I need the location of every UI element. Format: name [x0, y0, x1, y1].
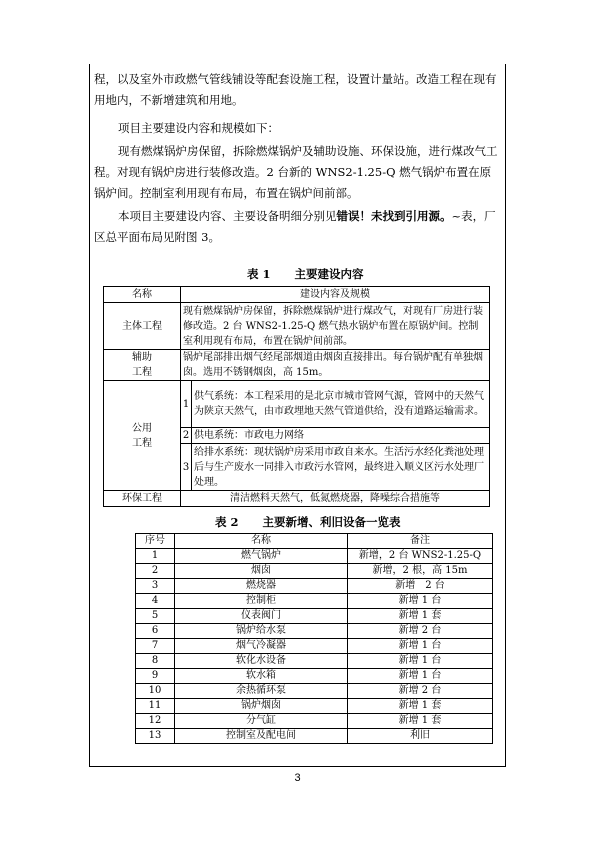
row-number: 12 [136, 714, 175, 729]
env-project-content: 清洁燃料天然气，低氮燃烧器，降噪综合措施等 [181, 491, 490, 507]
equipment-remark: 利旧 [348, 729, 493, 744]
table1-caption-no: 表 1 [247, 267, 271, 281]
header-content: 建设内容及规模 [181, 287, 490, 303]
equipment-name: 控制柜 [175, 594, 348, 609]
equipment-remark: 新增 1 台 [348, 654, 493, 669]
aux-project-content: 锅炉尾部排出烟气经尾部烟道由烟囱直接排出。每台锅炉配有单独烟囱。选用不锈钢烟囱，高 15m。 [181, 350, 490, 381]
table-row [136, 684, 493, 699]
column-header: 序号 [136, 534, 175, 549]
table-row [136, 549, 493, 564]
table-row [104, 350, 490, 381]
public-item-content: 供气系统：本工程采用的是北京市城市管网气源，管网中的天然气为陕京天然气，由市政埋地天然气管道供给，没有道路运输需求。 [192, 381, 490, 428]
table-header-row [104, 287, 490, 303]
row-number: 8 [136, 654, 175, 669]
public-item-no: 2 [181, 428, 192, 444]
equipment-remark: 新增 1 台 [348, 669, 493, 684]
table-row [136, 654, 493, 669]
public-item-content: 给排水系统：现状锅炉房采用市政自来水。生活污水经化粪池处理后与生产废水一同排入市政污水管网，最终进入顺义区污水处理厂处理。 [192, 444, 490, 491]
construction-table [103, 286, 490, 507]
equipment-remark: 新增 2 台 [348, 579, 493, 594]
aux-project-name [104, 350, 181, 381]
main-project-name: 主体工程 [104, 303, 181, 350]
row-number: 6 [136, 624, 175, 639]
row-number: 5 [136, 609, 175, 624]
equipment-remark: 新增 2 台 [348, 684, 493, 699]
row-number: 1 [136, 549, 175, 564]
paragraph-2: 项目主要建设内容和规模如下： [118, 121, 279, 135]
equipment-name: 烟囱 [175, 564, 348, 579]
table-row [136, 564, 493, 579]
public-item-no: 1 [181, 381, 192, 428]
column-header: 备注 [348, 534, 493, 549]
table-header-row [136, 534, 493, 549]
paragraph-3: 现有燃煤锅炉房保留，拆除燃煤锅炉及辅助设施、环保设施，进行煤改气工程。对现有锅炉房进行装修改造。2 台新的 WNS2-1.25-Q 燃气锅炉布置在原锅炉间。控制室利用现有布局，布置在锅炉间前部。 [94, 144, 498, 200]
row-number: 2 [136, 564, 175, 579]
table-row [104, 381, 490, 428]
table-row [104, 303, 490, 350]
table2-caption-no: 表 2 [215, 515, 239, 529]
table1-caption [247, 266, 364, 282]
table-row [136, 729, 493, 744]
public-item-content: 供电系统：市政电力网络 [192, 428, 490, 444]
equipment-name: 锅炉给水泵 [175, 624, 348, 639]
equipment-remark: 新增 1 套 [348, 609, 493, 624]
equipment-remark: 新增 1 套 [348, 714, 493, 729]
table2-caption-title: 主要新增、利旧设备一览表 [262, 515, 401, 529]
row-number: 11 [136, 699, 175, 714]
table1-caption-title: 主要建设内容 [294, 267, 364, 281]
table-row [136, 594, 493, 609]
equipment-remark: 新增 1 台 [348, 594, 493, 609]
equipment-table-body [136, 534, 493, 744]
header-name: 名称 [104, 287, 181, 303]
equipment-name: 锅炉烟囱 [175, 699, 348, 714]
table-row [136, 669, 493, 684]
table2-caption [215, 514, 401, 530]
table-row [136, 714, 493, 729]
equipment-remark: 新增，2 台 WNS2-1.25-Q [348, 549, 493, 564]
equipment-name: 燃气锅炉 [175, 549, 348, 564]
aux-name-line1: 辅助 [132, 352, 152, 363]
equipment-name: 控制室及配电间 [175, 729, 348, 744]
table-row [136, 639, 493, 654]
main-project-content: 现有燃煤锅炉房保留，拆除燃煤锅炉进行煤改气，对现有厂房进行装修改造。2 台 WNS2-1.25-Q 燃气热水锅炉布置在原锅炉间。控制室利用现有布局，布置在锅炉间前部。 [181, 303, 490, 350]
table-row [136, 579, 493, 594]
equipment-remark: 新增 1 台 [348, 639, 493, 654]
paragraph-4 [94, 206, 498, 248]
row-number: 7 [136, 639, 175, 654]
equipment-name: 燃烧器 [175, 579, 348, 594]
public-name-line2: 工程 [132, 437, 152, 449]
row-number: 13 [136, 729, 175, 744]
table-row [104, 491, 490, 507]
equipment-name: 软化水设备 [175, 654, 348, 669]
equipment-name: 烟气冷凝器 [175, 639, 348, 654]
env-project-name: 环保工程 [104, 491, 181, 507]
body-text [94, 69, 498, 248]
equipment-remark: 新增 1 套 [348, 699, 493, 714]
aux-name-line2: 工程 [132, 367, 152, 378]
reference-error: 错误！未找到引用源。 [336, 209, 452, 223]
row-number: 9 [136, 669, 175, 684]
equipment-name: 余热循环泵 [175, 684, 348, 699]
page-number: 3 [294, 772, 301, 784]
table-row [136, 624, 493, 639]
equipment-remark: 新增，2 根，高 15m [348, 564, 493, 579]
paragraph-1: 程，以及室外市政燃气管线铺设等配套设施工程，设置计量站。改造工程在现有用地内，不新增建筑和用地。 [94, 72, 497, 107]
row-number: 10 [136, 684, 175, 699]
table-row [136, 699, 493, 714]
row-number: 3 [136, 579, 175, 594]
table-row [136, 609, 493, 624]
equipment-name: 软水箱 [175, 669, 348, 684]
row-number: 4 [136, 594, 175, 609]
equipment-name: 仪表阀门 [175, 609, 348, 624]
public-project-name [104, 381, 181, 491]
reference-text: 本项目主要建设内容、主要设备明细分别见 [118, 209, 337, 223]
equipment-table [135, 533, 493, 744]
reference-tail: ~表，厂区总平面布局见附图 3。 [94, 209, 496, 244]
public-name-line1: 公用 [132, 422, 152, 434]
equipment-remark: 新增 2 台 [348, 624, 493, 639]
equipment-name: 分气缸 [175, 714, 348, 729]
column-header: 名称 [175, 534, 348, 549]
public-item-no: 3 [181, 444, 192, 491]
